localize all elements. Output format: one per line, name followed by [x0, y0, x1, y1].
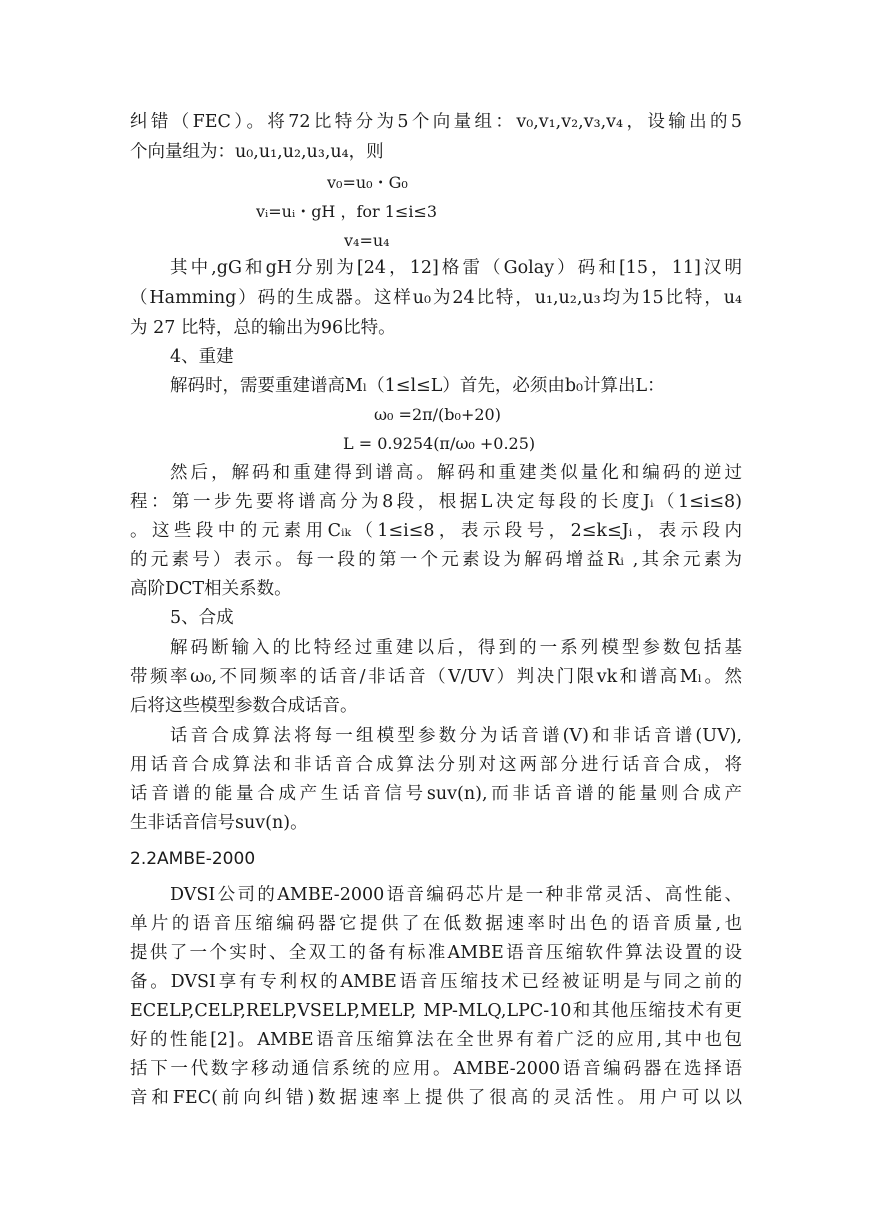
text-line: ECELP,CELP,RELP,VSELP,MELP, MP-MLQ,LPC-10和其他压缩技术有更 [130, 1001, 742, 1021]
text-line: 音和FEC(前向纠错)数据速率上提供了很高的灵活性。用户可以以 [130, 1088, 742, 1108]
text-line: 纠错（FEC）。将72比特分为5个向量组：v₀,v₁,v₂,v₃,v₄，设输出的5 [130, 112, 742, 132]
text-line: 的元素号）表示。每一段的第一个元素设为解码增益Rᵢ ,其余元素为 [130, 550, 742, 570]
text-line: 解码时，需要重建谱高Mₗ（1≤l≤L）首先，必须由b₀计算出L： [170, 376, 665, 396]
equation-line: v₀=u₀・G₀ [327, 173, 408, 192]
section-title: 4、重建 [170, 347, 234, 367]
text-line: 解码断输入的比特经过重建以后，得到的一系列模型参数包括基 [170, 638, 742, 658]
text-line: 为 27 比特，总的输出为96比特。 [130, 318, 396, 338]
text-line: 生非话音信号suv(n)。 [130, 813, 308, 833]
text-line: 话音合成算法将每一组模型参数分为话音谱(V)和非话音谱(UV), [170, 726, 742, 746]
text-line: 提供了一个实时、全双工的备有标准AMBE语音压缩软件算法设置的设 [130, 943, 742, 963]
text-line: 好的性能[2]。AMBE语音压缩算法在全世界有着广泛的应用,其中也包 [130, 1030, 742, 1050]
text-line: 括下一代数字移动通信系统的应用。AMBE-2000语音编码器在选择语 [130, 1059, 742, 1079]
equation-line: vᵢ=uᵢ・gH ，for 1≤i≤3 [256, 202, 438, 221]
text-line: 个向量组为：u₀,u₁,u₂,u₃,u₄，则 [130, 142, 384, 162]
text-line: 带频率ω₀,不同频率的话音/非话音（V/UV）判决门限vk和谱高Mₗ。然 [130, 667, 742, 687]
text-line: （Hamming）码的生成器。这样u₀为24比特，u₁,u₂,u₃均为15比特，u₄ [130, 288, 742, 308]
text-line: 。这些段中的元素用Cᵢₖ（1≤i≤8，表示段号，2≤k≤Jᵢ，表示段内 [130, 521, 742, 541]
section-title: 5、合成 [170, 608, 234, 628]
text-line: 程：第一步先要将谱高分为8段，根据L决定每段的长度Jᵢ（1≤i≤8) [130, 492, 742, 512]
section-heading: 2.2AMBE-2000 [130, 849, 256, 869]
text-line: 后将这些模型参数合成话音。 [130, 696, 358, 716]
text-line: DVSI公司的AMBE-2000语音编码芯片是一种非常灵活、高性能、 [170, 885, 742, 905]
text-line: 高阶DCT相关系数。 [130, 579, 292, 599]
text-line: 备。DVSI享有专利权的AMBE语音压缩技术已经被证明是与同之前的 [130, 972, 742, 992]
equation-line: L = 0.9254(π/ω₀ +0.25) [343, 434, 536, 453]
text-line: 用话音合成算法和非话音合成算法分别对这两部分进行话音合成，将 [130, 755, 742, 775]
text-line: 话音谱的能量合成产生话音信号suv(n),而非话音谱的能量则合成产 [130, 784, 742, 804]
equation-line: v₄=u₄ [344, 231, 390, 250]
text-line: 然后，解码和重建得到谱高。解码和重建类似量化和编码的逆过 [170, 463, 742, 483]
text-line: 其中,gG和gH分别为[24，12]格雷（Golay）码和[15，11]汉明 [170, 258, 742, 278]
text-line: 单片的语音压缩编码器它提供了在低数据速率时出色的语音质量,也 [130, 914, 742, 934]
equation-line: ω₀ =2π/(b₀+20) [374, 405, 501, 424]
